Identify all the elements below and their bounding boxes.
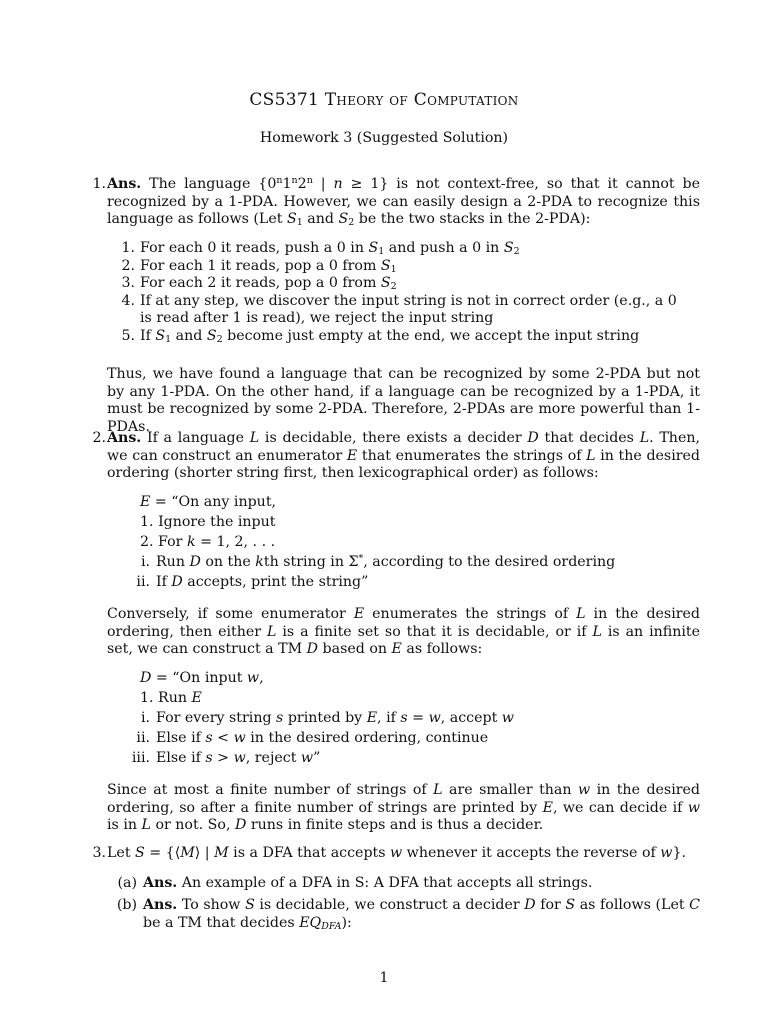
page-title: CS5371 Theory of Computation: [249, 90, 519, 110]
algorithm-line: iii. Else if s > w, reject w”: [131, 750, 321, 766]
question-3a-answer: Ans. An example of a DFA in S: A DFA that accepts all strings.: [143, 875, 593, 891]
answer-label: Ans.: [107, 430, 142, 446]
question-1-body: [107, 175, 700, 435]
algorithm-line: i. Run D on the kth string in Σ*, according to the desired ordering: [140, 553, 616, 570]
page-subtitle: Homework 3 (Suggested Solution): [259, 130, 509, 146]
question-2-conclusion: Since at most a finite number of strings of L are smaller than w in the desired ordering, so after a finite number of strings are printed by E, we can decide if w is in L or not. So, D runs in finite steps and is thus a decider.: [107, 782, 700, 834]
list-item: 1. For each 0 it reads, push a 0 in $S_1$ and push a 0 in $S_2$: [121, 240, 520, 257]
algorithm-line: 1. Run E: [140, 690, 202, 706]
question-2-intro: Ans. If a language L is decidable, there exists a decider D that decides L. Then, we can construct an enumerator E that enumerates the strings of L in the desired ordering (shorter string first, then lexicographical order) as follows:: [107, 430, 701, 482]
subquestion-label: (a): [117, 875, 137, 891]
pda-steps-list: [115, 240, 691, 346]
enumerator-algorithm: [136, 494, 700, 594]
list-item: 5. If $S_1$ and $S_2$ become just empty at the end, we accept the input string: [121, 327, 640, 345]
algorithm-line: D = “On input w,: [140, 670, 264, 686]
question-2-converse: Conversely, if some enumerator E enumerates the strings of L in the desired ordering, then either L is a finite set so that it is decidable, or if L is an infinite set, we can construct a TM D based on E as follows:: [107, 606, 701, 658]
list-item: 3. For each 2 it reads, pop a 0 from $S_2$: [121, 275, 397, 293]
question-number: 3.: [92, 845, 106, 861]
answer-label: Ans.: [107, 176, 142, 192]
algorithm-line: E = “On any input,: [140, 494, 277, 510]
decider-algorithm: [131, 670, 700, 770]
subquestion-label: (b): [116, 897, 137, 913]
algorithm-line: 1. Ignore the input: [140, 514, 276, 530]
list-item: 2. For each 1 it reads, pop a 0 from $S_1$: [121, 257, 397, 275]
question-3-statement: Let S = {⟨M⟩ | M is a DFA that accepts w whenever it accepts the reverse of w}.: [107, 845, 686, 861]
question-number: 2.: [92, 430, 106, 446]
page-number: 1: [379, 970, 389, 986]
question-2-body: [107, 430, 701, 834]
question-number: 1.: [92, 176, 106, 192]
algorithm-line: ii. Else if s < w in the desired ordering, continue: [136, 730, 489, 746]
question-1-conclusion: Thus, we have found a language that can be recognized by some 2-PDA but not by any 1-PDA. On the other hand, if a language can be recognized by a 1-PDA, it must be recognized by some 2-PDA. Therefore, 2-PDAs are more powerful than 1-PDAs.: [107, 366, 700, 435]
algorithm-line: 2. For k = 1, 2, . . .: [140, 534, 276, 550]
algorithm-line: ii. If D accepts, print the string”: [136, 574, 369, 590]
list-item: 4. If at any step, we discover the input string is not in correct order (e.g., a 0 is read after 1 is read), we reject the input string: [121, 292, 677, 327]
question-3b-answer: Ans. To show S is decidable, we construct a decider D for S as follows (Let C be a TM that decides $EQ_{DFA}$):: [143, 897, 701, 932]
question-3-body: [107, 845, 701, 932]
question-1-intro: Ans. The language {0$^n$1$^n$2$^n$ | n ≥ 1} is not context-free, so that it cannot be recognized by a 1-PDA. However, we can easily design a 2-PDA to recognize this language as follows (Let $S_1$ and $S_2$ be the two stacks in the 2-PDA):: [107, 175, 700, 229]
algorithm-line: i. For every string s printed by E, if s = w, accept w: [140, 710, 514, 726]
